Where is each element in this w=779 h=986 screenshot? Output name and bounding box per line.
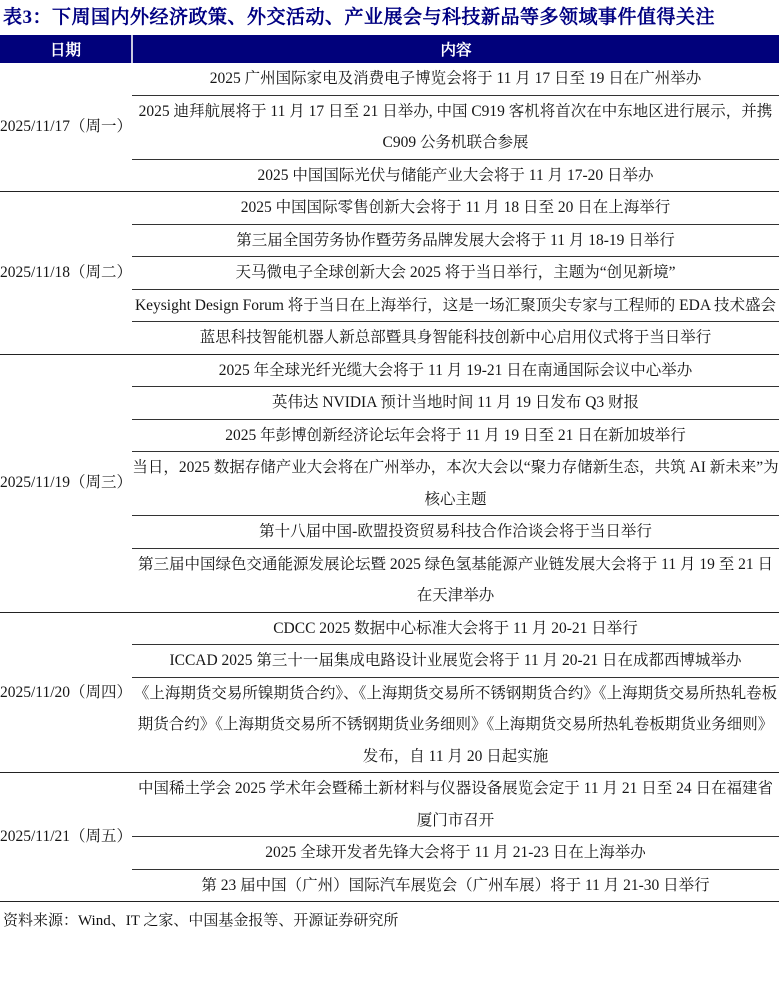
event-cell: 2025 迪拜航展将于 11 月 17 日至 21 日举办, 中国 C919 客机将首次在中东地区进行展示，并携 C909 公务机联合参展: [132, 95, 779, 159]
event-cell: 2025 年彭博创新经济论坛年会将于 11 月 19 日至 21 日在新加坡举行: [132, 419, 779, 452]
table-body: [0, 63, 779, 902]
date-cell: 2025/11/19（周三）: [0, 354, 132, 612]
event-cell: 蓝思科技智能机器人新总部暨具身智能科技创新中心启用仪式将于当日举行: [132, 322, 779, 355]
date-cell: 2025/11/17（周一）: [0, 63, 132, 192]
events-table: [0, 35, 779, 902]
date-cell: 2025/11/20（周四）: [0, 612, 132, 773]
event-cell: 第三届全国劳务协作暨劳务品牌发展大会将于 11 月 18-19 日举行: [132, 224, 779, 257]
date-cell: 2025/11/21（周五）: [0, 773, 132, 902]
event-row: [0, 612, 779, 645]
event-cell: Keysight Design Forum 将于当日在上海举行，这是一场汇聚顶尖专家与工程师的 EDA 技术盛会: [132, 289, 779, 322]
event-row: [0, 773, 779, 837]
table-title: 表3：下周国内外经济政策、外交活动、产业展会与科技新品等多领域事件值得关注: [3, 7, 716, 28]
event-cell: 第十八届中国-欧盟投资贸易科技合作洽谈会将于当日举行: [132, 516, 779, 549]
header-cell-content: 内容: [132, 35, 779, 63]
event-cell: 第三届中国绿色交通能源发展论坛暨 2025 绿色氢基能源产业链发展大会将于 11 月 19 至 21 日在天津举办: [132, 548, 779, 612]
event-cell: 2025 中国国际零售创新大会将于 11 月 18 日至 20 日在上海举行: [132, 192, 779, 225]
source-note: 资料来源：Wind、IT 之家、中国基金报等、开源证券研究所: [3, 913, 399, 929]
event-cell: ICCAD 2025 第三十一届集成电路设计业展览会将于 11 月 20-21 日在成都西博城举办: [132, 645, 779, 678]
event-cell: 英伟达 NVIDIA 预计当地时间 11 月 19 日发布 Q3 财报: [132, 387, 779, 420]
event-cell: 当日，2025 数据存储产业大会将在广州举办，本次大会以“聚力存储新生态，共筑 AI 新未来”为核心主题: [132, 452, 779, 516]
event-cell: 2025 广州国际家电及消费电子博览会将于 11 月 17 日至 19 日在广州举办: [132, 63, 779, 95]
event-row: [0, 63, 779, 95]
event-cell: 天马微电子全球创新大会 2025 将于当日举行，主题为“创见新境”: [132, 257, 779, 290]
event-cell: CDCC 2025 数据中心标准大会将于 11 月 20-21 日举行: [132, 612, 779, 645]
event-cell: 中国稀土学会 2025 学术年会暨稀土新材料与仪器设备展览会定于 11 月 21 日至 24 日在福建省厦门市召开: [132, 773, 779, 837]
event-row: [0, 192, 779, 225]
table-header-row: [0, 35, 779, 63]
header-cell-date: 日期: [0, 35, 132, 63]
event-cell: 第 23 届中国（广州）国际汽车展览会（广州车展）将于 11 月 21-30 日举行: [132, 869, 779, 902]
event-row: [0, 354, 779, 387]
event-cell: 2025 中国国际光伏与储能产业大会将于 11 月 17-20 日举办: [132, 159, 779, 192]
event-cell: 2025 年全球光纤光缆大会将于 11 月 19-21 日在南通国际会议中心举办: [132, 354, 779, 387]
event-cell: 《上海期货交易所镍期货合约》、《上海期货交易所不锈钢期货合约》《上海期货交易所热轧卷板期货合约》《上海期货交易所不锈钢期货业务细则》《上海期货交易所热轧卷板期货业务细则》发布，自 11 月 20 日起实施: [132, 677, 779, 773]
event-cell: 2025 全球开发者先锋大会将于 11 月 21-23 日在上海举办: [132, 837, 779, 870]
date-cell: 2025/11/18（周二）: [0, 192, 132, 355]
